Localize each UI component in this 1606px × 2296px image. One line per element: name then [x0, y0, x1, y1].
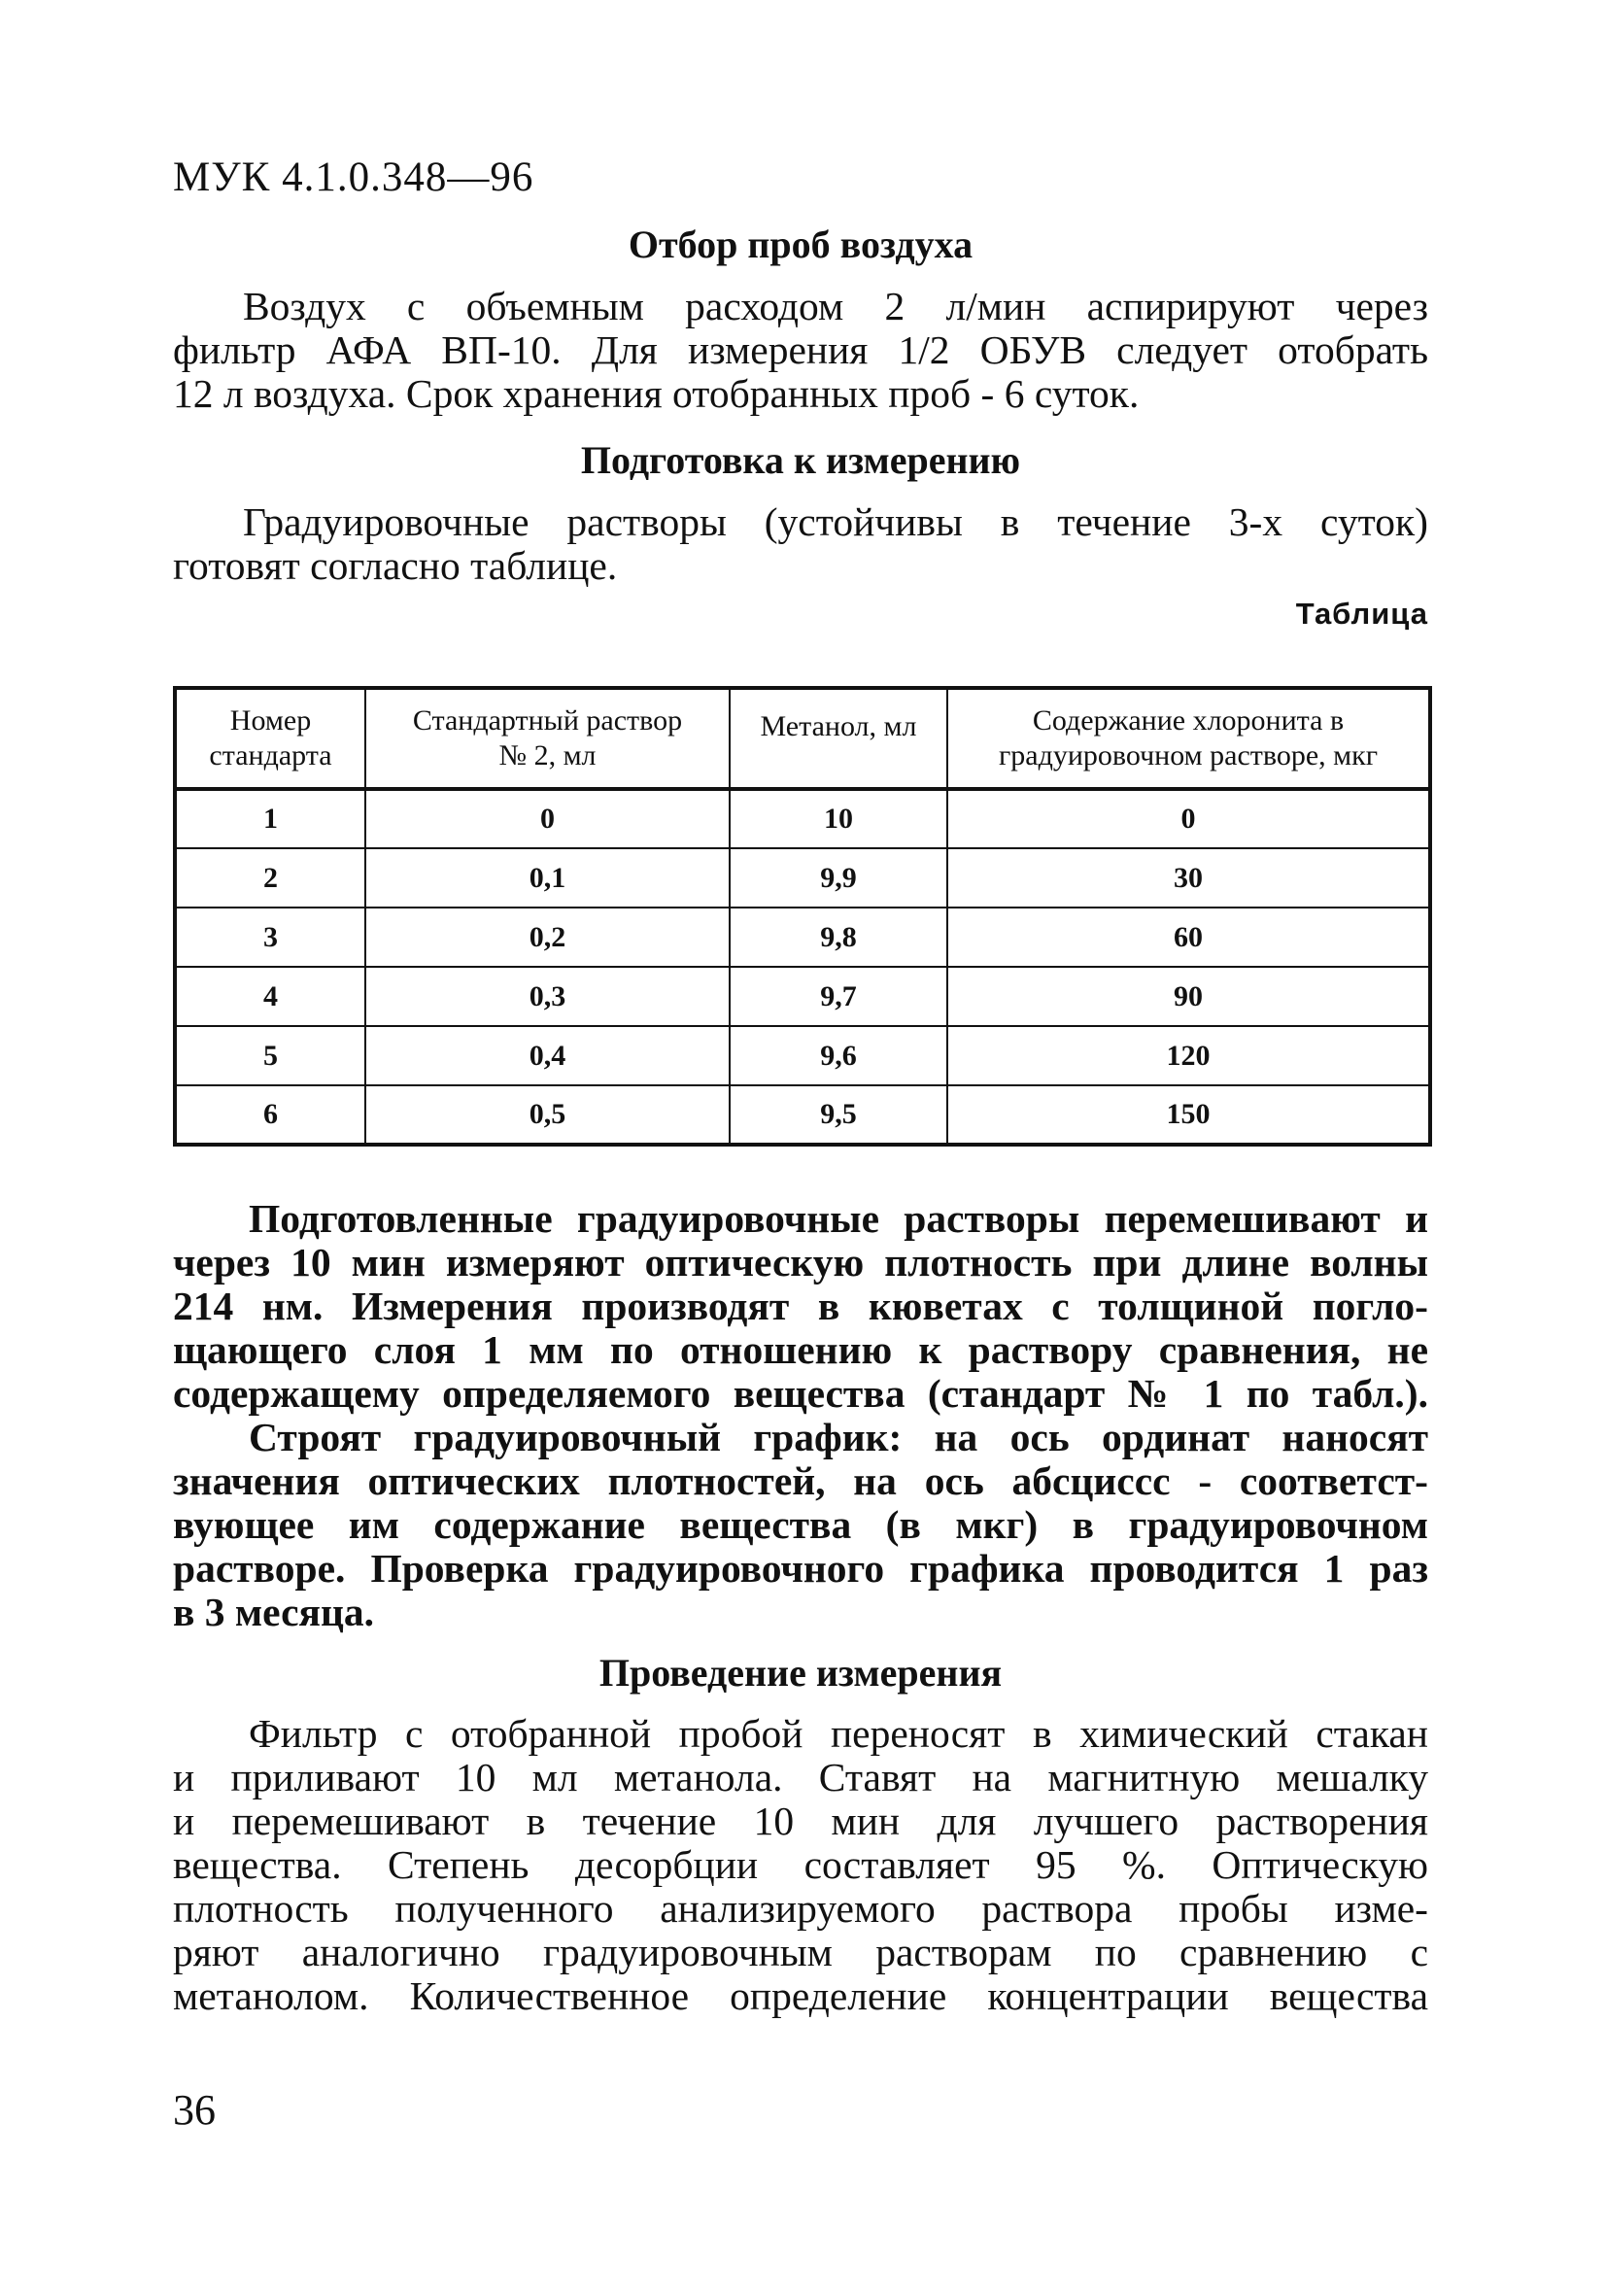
paragraph-line: вещества. Степень десорбции составляет 95 %. Оптическую: [173, 1842, 1428, 1887]
table-row: [175, 1026, 1430, 1085]
paragraph-preparation: [173, 500, 1428, 588]
paragraph-line: Градуировочные растворы (устойчивы в течение 3-х суток): [243, 499, 1428, 544]
paragraph-line: Строят градуировочный график: на ось ординат наносят: [249, 1415, 1428, 1459]
paragraph-line: и приливают 10 мл метанола. Ставят на магнитную мешалку: [173, 1755, 1428, 1799]
table-cell: 9,5: [730, 1085, 947, 1145]
table-cell: 0: [947, 789, 1430, 848]
table-cell: 9,6: [730, 1026, 947, 1085]
paragraph-line: Фильтр с отобранной пробой переносят в химический стакан: [249, 1711, 1428, 1756]
header-standard-solution: [365, 688, 730, 789]
paragraph-line: щающего слоя 1 мм по отношению к раствору сравнения, не: [173, 1327, 1428, 1372]
calibration-table: [173, 686, 1432, 1147]
header-line: Стандартный раствор: [412, 704, 683, 737]
table-cell: 9,7: [730, 967, 947, 1026]
header-line: Содержание хлоронита в: [1032, 704, 1345, 737]
paragraph-line: 12 л воздуха. Срок хранения отобранных проб - 6 суток.: [173, 371, 1140, 416]
paragraph-measurement: [173, 1712, 1428, 2018]
paragraph-line: Подготовленные градуировочные растворы перемешивают и: [249, 1196, 1428, 1241]
paragraph-calibration-procedure: [173, 1197, 1428, 1416]
table-row: [175, 848, 1430, 908]
paragraph-line: через 10 мин измеряют оптическую плотность при длине волны: [173, 1240, 1428, 1285]
table-cell: 150: [947, 1085, 1430, 1145]
paragraph-line: фильтр АФА ВП-10. Для измерения 1/2 ОБУВ следует отобрать: [173, 327, 1428, 372]
table-cell: 6: [175, 1085, 365, 1145]
table-row: [175, 1085, 1430, 1145]
header-line: стандарта: [209, 739, 332, 771]
table-cell: 4: [175, 967, 365, 1026]
table-row: [175, 967, 1430, 1026]
table-cell: 60: [947, 908, 1430, 967]
table-header-row: [175, 688, 1430, 789]
paragraph-line: и перемешивают в течение 10 мин для лучшего растворения: [173, 1799, 1428, 1843]
table-row: [175, 789, 1430, 848]
header-line: Метанол, мл: [760, 710, 917, 742]
table-cell: 9,9: [730, 848, 947, 908]
paragraph-sampling: [173, 285, 1428, 416]
table-cell: 0,2: [365, 908, 730, 967]
section-title-preparation: Подготовка к измерению: [580, 438, 1021, 482]
document-code: МУК 4.1.0.348—96: [173, 154, 534, 200]
table-cell: 0: [365, 789, 730, 848]
table-row: [175, 908, 1430, 967]
table-cell: 120: [947, 1026, 1430, 1085]
paragraph-line: плотность полученного анализируемого раствора пробы изме-: [173, 1886, 1428, 1931]
paragraph-line: вующее им содержание вещества (в мкг) в градуировочном: [173, 1502, 1428, 1547]
table-cell: 10: [730, 789, 947, 848]
table-cell: 0,4: [365, 1026, 730, 1085]
paragraph-line: 214 нм. Измерения производят в кюветах с толщиной погло-: [173, 1284, 1428, 1328]
table-cell: 5: [175, 1026, 365, 1085]
paragraph-line: Воздух с объемным расходом 2 л/мин аспирируют через: [243, 284, 1428, 328]
header-line: № 2, мл: [498, 739, 597, 771]
header-methanol: [730, 688, 947, 789]
paragraph-line: в 3 месяца.: [173, 1590, 375, 1634]
table-cell: 3: [175, 908, 365, 967]
paragraph-line: содержащему определяемого вещества (стандарт № 1 по табл.).: [173, 1371, 1428, 1416]
table-cell: 0,1: [365, 848, 730, 908]
table-cell: 2: [175, 848, 365, 908]
paragraph-line: значения оптических плотностей, на ось абсциссс - соответст-: [173, 1458, 1428, 1503]
section-title-measurement: Проведение измерения: [598, 1651, 1003, 1695]
page-number: 36: [173, 2086, 216, 2134]
table-cell: 0,5: [365, 1085, 730, 1145]
paragraph-line: готовят согласно таблице.: [173, 543, 618, 588]
table-cell: 30: [947, 848, 1430, 908]
table-cell: 0,3: [365, 967, 730, 1026]
header-line: Номер: [229, 704, 312, 737]
paragraph-line: растворе. Проверка градуировочного графика проводится 1 раз: [173, 1546, 1428, 1591]
header-standard-number: [175, 688, 365, 789]
paragraph-line: метанолом. Количественное определение концентрации вещества: [173, 1973, 1428, 2018]
paragraph-line: ряют аналогично градуировочным растворам по сравнению с: [173, 1930, 1428, 1974]
paragraph-calibration-graph: [173, 1416, 1428, 1634]
section-title-sampling: Отбор проб воздуха: [628, 223, 974, 266]
table-cell: 1: [175, 789, 365, 848]
table-cell: 90: [947, 967, 1430, 1026]
table-caption: Таблица: [1295, 597, 1428, 631]
table-cell: 9,8: [730, 908, 947, 967]
header-line: градуировочном растворе, мкг: [998, 739, 1379, 771]
header-content: [947, 688, 1430, 789]
